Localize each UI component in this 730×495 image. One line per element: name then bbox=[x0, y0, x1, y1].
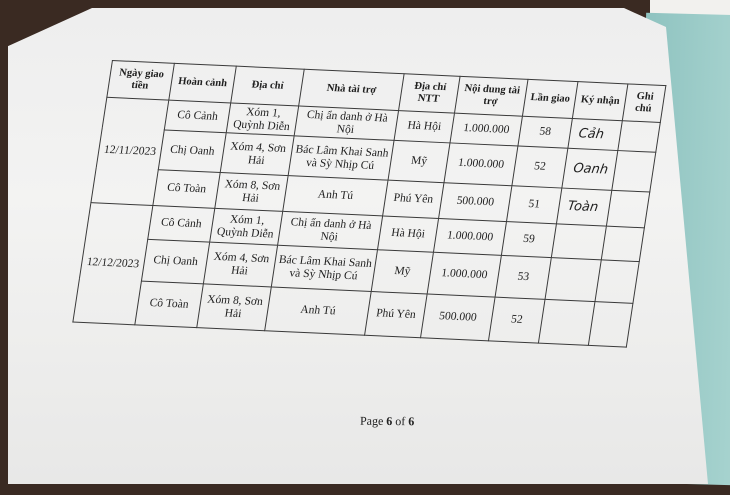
times-cell: 58 bbox=[518, 116, 572, 148]
note-cell bbox=[595, 260, 639, 303]
sponsor-cell: Anh Tú bbox=[265, 287, 372, 335]
amount-cell: 1.000.000 bbox=[450, 113, 522, 146]
signature-cell bbox=[551, 224, 606, 260]
amount-cell: 500.000 bbox=[439, 183, 512, 222]
note-cell bbox=[588, 302, 633, 347]
date-cell: 12/11/2023 bbox=[91, 97, 169, 205]
sponsor-cell: Bác Lâm Khai Sanh và Sỳ Nhịp Cú bbox=[271, 245, 377, 291]
header-person: Hoàn cảnh bbox=[169, 63, 236, 103]
sponsor-address-cell: Hà Hội bbox=[378, 216, 439, 252]
footer-middle: of bbox=[392, 414, 409, 429]
date-cell: 12/12/2023 bbox=[73, 203, 153, 325]
donation-table bbox=[72, 60, 666, 348]
header-note: Ghi chú bbox=[622, 84, 666, 123]
note-cell bbox=[601, 226, 644, 262]
person-cell: Chị Oanh bbox=[141, 239, 209, 284]
address-cell: Xóm 4, Sơn Hải bbox=[220, 133, 294, 176]
sponsor-address-cell: Phú Yên bbox=[383, 180, 444, 218]
note-cell bbox=[618, 121, 660, 153]
table-container bbox=[72, 60, 666, 348]
footer-current-page: 6 bbox=[386, 413, 393, 429]
signature-cell: Cảh bbox=[568, 118, 622, 150]
signature-cell: Toàn bbox=[556, 188, 611, 226]
person-cell: Cô Toàn bbox=[153, 170, 220, 209]
sponsor-cell: Anh Tú bbox=[283, 176, 388, 216]
amount-cell: 1.000.000 bbox=[444, 143, 518, 186]
person-cell: Cô Cảnh bbox=[148, 206, 215, 243]
address-cell: Xóm 1, Quỳnh Diễn bbox=[210, 208, 283, 245]
header-date: Ngày giao tiền bbox=[107, 61, 174, 101]
times-cell: 59 bbox=[501, 222, 556, 258]
note-cell bbox=[612, 151, 656, 192]
header-sponsor-address: Địa chỉ NTT bbox=[399, 74, 461, 113]
address-cell: Xóm 4, Sơn Hải bbox=[203, 242, 277, 287]
address-cell: Xóm 1, Quỳnh Diễn bbox=[226, 103, 298, 136]
signature-cell bbox=[538, 299, 595, 345]
amount-cell: 1.000.000 bbox=[433, 218, 506, 255]
times-cell: 52 bbox=[488, 297, 545, 343]
page-footer bbox=[360, 414, 414, 430]
person-cell: Cô Cảnh bbox=[164, 100, 230, 133]
header-signature: Ký nhận bbox=[572, 82, 628, 121]
header-amount: Nội dung tài trợ bbox=[455, 76, 528, 116]
header-address: Địa chỉ bbox=[231, 66, 304, 106]
signature-cell bbox=[545, 258, 601, 302]
address-cell: Xóm 8, Sơn Hải bbox=[197, 284, 272, 331]
sponsor-address-cell: Mỹ bbox=[388, 140, 450, 182]
sponsor-cell: Chị ẩn danh ở Hà Nội bbox=[294, 106, 398, 140]
amount-cell: 500.000 bbox=[421, 294, 496, 341]
times-cell: 52 bbox=[512, 146, 568, 188]
times-cell: 53 bbox=[495, 255, 551, 299]
sponsor-cell: Chị ẩn danh ở Hà Nội bbox=[278, 211, 383, 249]
address-cell: Xóm 8, Sơn Hải bbox=[215, 173, 288, 212]
person-cell: Cô Toàn bbox=[135, 281, 204, 328]
sponsor-address-cell: Phú Yên bbox=[365, 291, 428, 337]
signature-cell: Oanh bbox=[562, 148, 618, 190]
times-cell: 51 bbox=[506, 186, 561, 224]
footer-total-pages: 6 bbox=[408, 414, 415, 429]
sponsor-cell: Bác Lâm Khai Sanh và Sỳ Nhịp Cú bbox=[288, 136, 394, 180]
note-cell bbox=[606, 190, 649, 228]
person-cell: Chị Oanh bbox=[158, 130, 226, 173]
sponsor-address-cell: Hà Hội bbox=[394, 111, 454, 143]
header-times: Lần giao bbox=[522, 79, 578, 118]
sponsor-address-cell: Mỹ bbox=[371, 250, 433, 294]
footer-prefix: Page bbox=[359, 413, 387, 428]
amount-cell: 1.000.000 bbox=[427, 252, 501, 297]
header-sponsor: Nhà tài trợ bbox=[299, 69, 404, 110]
